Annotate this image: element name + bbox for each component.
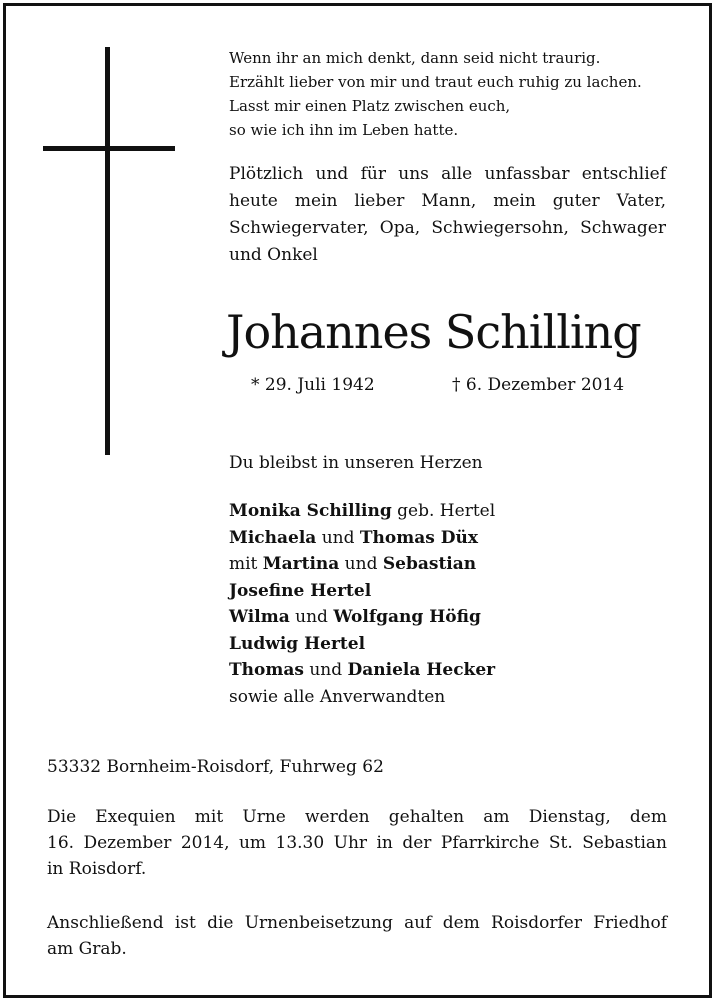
poem-line: so wie ich ihn im Leben hatte.: [229, 121, 459, 139]
mourner-line: sowie alle Anverwandten: [229, 686, 446, 707]
mourner-text: und: [316, 527, 360, 548]
mourner-name: Martina: [262, 554, 340, 574]
poem-line: Erzählt lieber von mir und traut euch ruhig zu lachen.: [229, 73, 642, 91]
mourner-line: [229, 578, 495, 605]
cross-icon: [105, 47, 110, 455]
mourner-name: Wolfgang Höfig: [333, 607, 481, 627]
poem-line: Lasst mir einen Platz zwischen euch,: [229, 97, 511, 115]
mourner-name: Sebastian: [382, 554, 477, 574]
mourner-text: und: [303, 660, 348, 680]
poem-line: Wenn ihr an mich denkt, dann seid nicht traurig.: [229, 49, 601, 67]
address: 53332 Bornheim-Roisdorf, Fuhrweg 62: [47, 757, 384, 777]
burial-line: am Grab.: [47, 939, 127, 959]
mourner-line: [229, 604, 495, 631]
mourners-list: [229, 498, 495, 710]
mourner-name: Thomas Düx: [359, 527, 478, 548]
mourner-text: und: [289, 607, 334, 627]
death-date: † 6. Dezember 2014: [452, 375, 625, 395]
mourner-name: Ludwig Hertel: [229, 633, 366, 654]
mourner-line: [229, 657, 495, 684]
mourner-text: geb. Hertel: [391, 501, 496, 521]
poem: [229, 46, 669, 142]
announcement-line: Plötzlich und für uns alle unfassbar entschlief: [229, 164, 666, 184]
tribute-line: Du bleibst in unseren Herzen: [229, 453, 483, 473]
mourner-line: [229, 551, 495, 578]
burial-info: [47, 910, 667, 962]
announcement-line: heute mein lieber Mann, mein guter Vater,: [229, 191, 666, 211]
service-info: [47, 804, 667, 882]
mourner-line: [229, 525, 495, 552]
mourner-line: [229, 498, 495, 525]
mourner-text: und: [339, 554, 383, 574]
service-line: 16. Dezember 2014, um 13.30 Uhr in der Pfarrkirche St. Sebastian: [47, 833, 667, 853]
mourner-name: Daniela Hecker: [347, 660, 496, 680]
cross-icon-bar: [43, 146, 175, 151]
death-announcement: [229, 161, 666, 269]
announcement-line: Schwiegervater, Opa, Schwiegersohn, Schwager: [229, 218, 666, 238]
mourner-name: Wilma: [229, 607, 290, 627]
mourner-name: Monika Schilling: [229, 501, 392, 521]
birth-date: * 29. Juli 1942: [251, 375, 375, 395]
mourner-name: Michaela: [229, 527, 317, 548]
mourner-name: Josefine Hertel: [229, 580, 372, 601]
mourner-text: mit: [229, 554, 263, 574]
mourner-line: [229, 631, 495, 658]
mourner-name: Thomas: [229, 660, 304, 680]
deceased-name: Johannes Schilling: [226, 305, 641, 359]
announcement-line: und Onkel: [229, 245, 318, 265]
service-line: in Roisdorf.: [47, 859, 147, 879]
burial-line: Anschließend ist die Urnenbeisetzung auf dem Roisdorfer Friedhof: [47, 913, 667, 933]
service-line: Die Exequien mit Urne werden gehalten am Dienstag, dem: [47, 807, 667, 827]
